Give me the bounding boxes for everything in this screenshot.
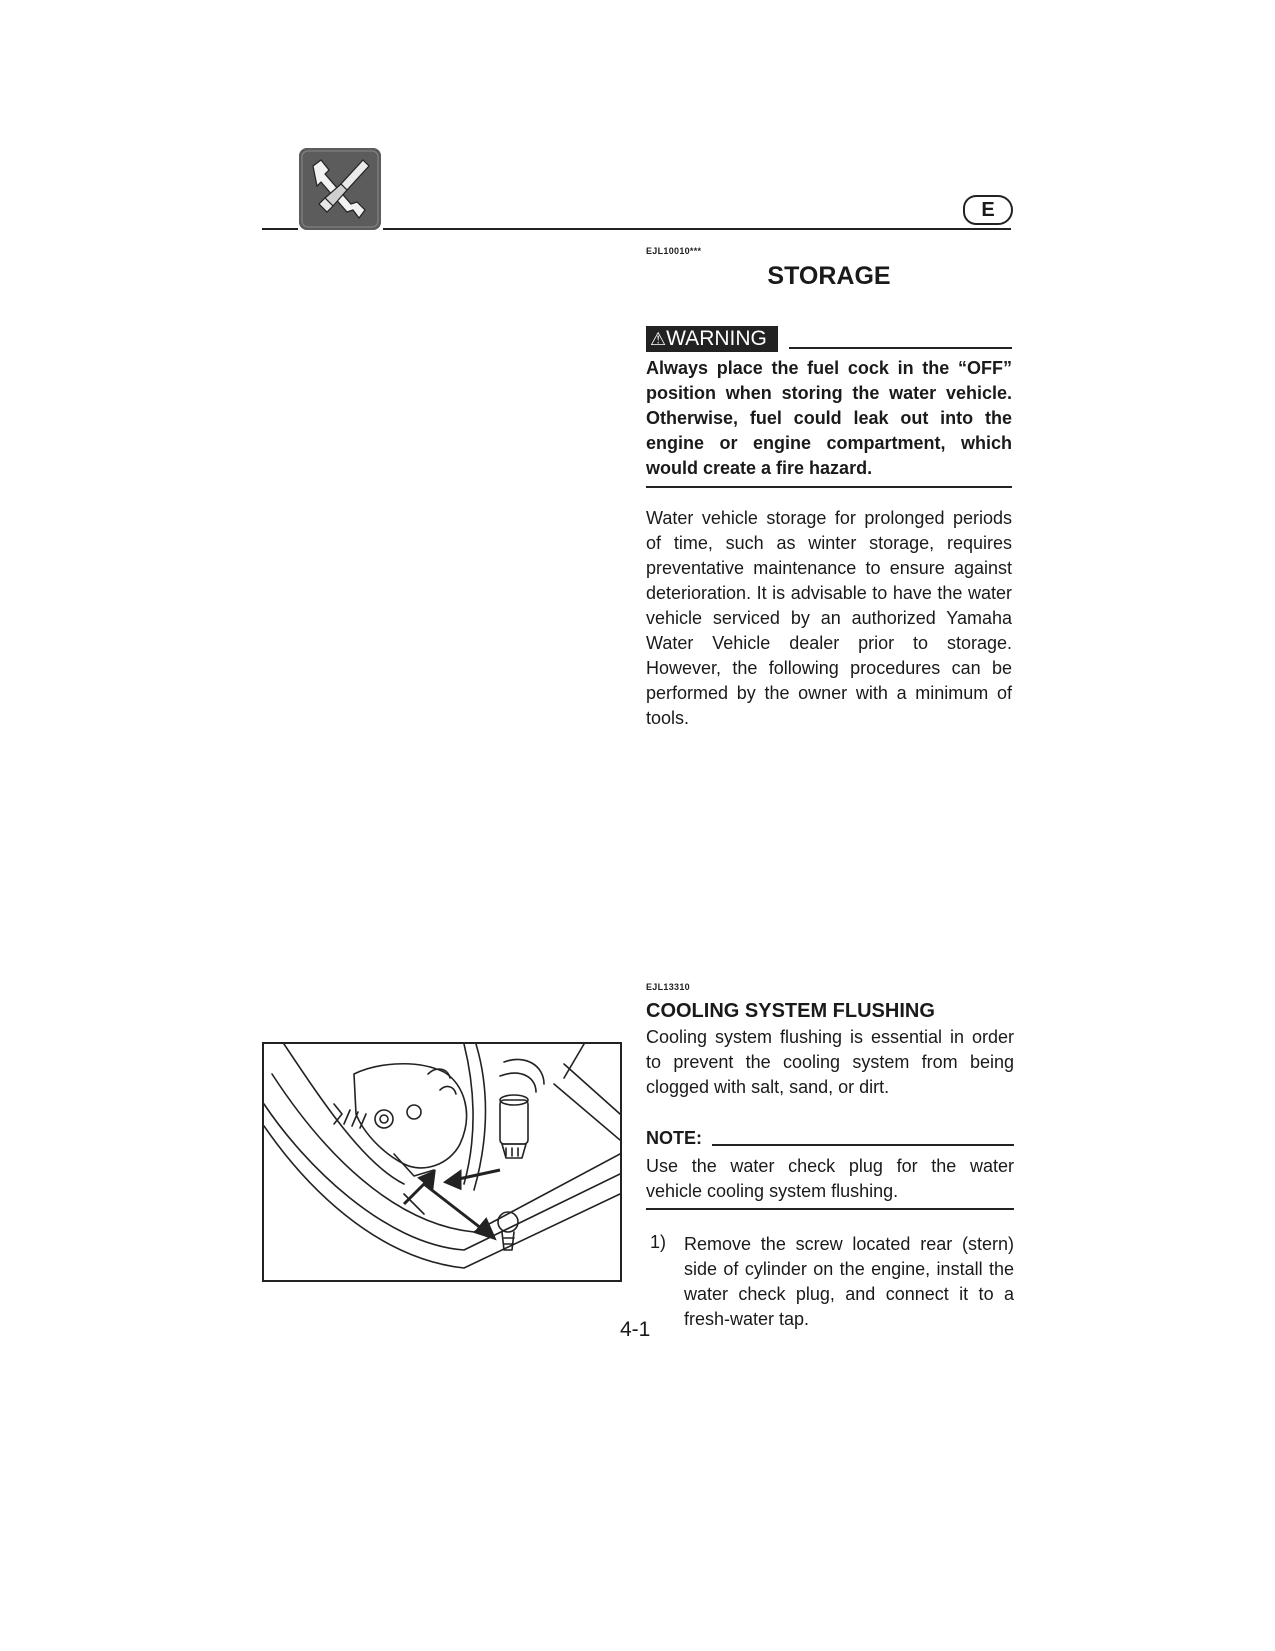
warning-triangle-icon: ⚠ [650,329,667,349]
step-text: Remove the screw located rear (stern) side of cylinder on the engine, install the water check plug, and connect it to a fresh-water tap. [684,1234,1014,1329]
engine-water-check-plug-illustration [264,1044,620,1280]
note-rule-bottom [646,1208,1014,1210]
header-rule-right [383,228,1011,230]
section-code-storage: EJL10010*** [646,246,702,256]
wrench-screwdriver-icon [299,148,381,230]
storage-title: STORAGE [767,262,891,290]
cooling-title: COOLING SYSTEM FLUSHING [646,1000,935,1022]
warning-label-text: WARNING [666,327,767,350]
engine-water-check-plug-figure [262,1042,622,1282]
warning-rule-top [789,347,1012,349]
section-code-cooling: EJL13310 [646,982,690,992]
note-rule-top [712,1144,1014,1146]
language-badge: E [963,195,1013,225]
header-rule-left [262,228,298,230]
warning-rule-bottom [646,486,1012,488]
warning-text: Always place the fuel cock in the “OFF” position when storing the water vehicle. Otherwise, fuel could leak out into the engine or engine compartment, which would create a fire hazard. [646,358,1012,478]
warning-label [646,326,778,352]
note-text: Use the water check plug for the water vehicle cooling system flushing. [646,1156,1014,1201]
storage-paragraph: Water vehicle storage for prolonged periods of time, such as winter storage, requires preventative maintenance to ensure against deterioration. It is advisable to have the water vehicle serviced by an authorized Yamaha Water Vehicle dealer prior to storage. However, the following procedures can be performed by the owner with a minimum of tools. [646,508,1012,728]
note-label: NOTE: [646,1128,702,1148]
page-number: 4-1 [620,1318,651,1341]
step-number: 1) [650,1232,667,1252]
cooling-paragraph: Cooling system flushing is essential in order to prevent the cooling system from being clogged with salt, sand, or dirt. [646,1027,1014,1097]
